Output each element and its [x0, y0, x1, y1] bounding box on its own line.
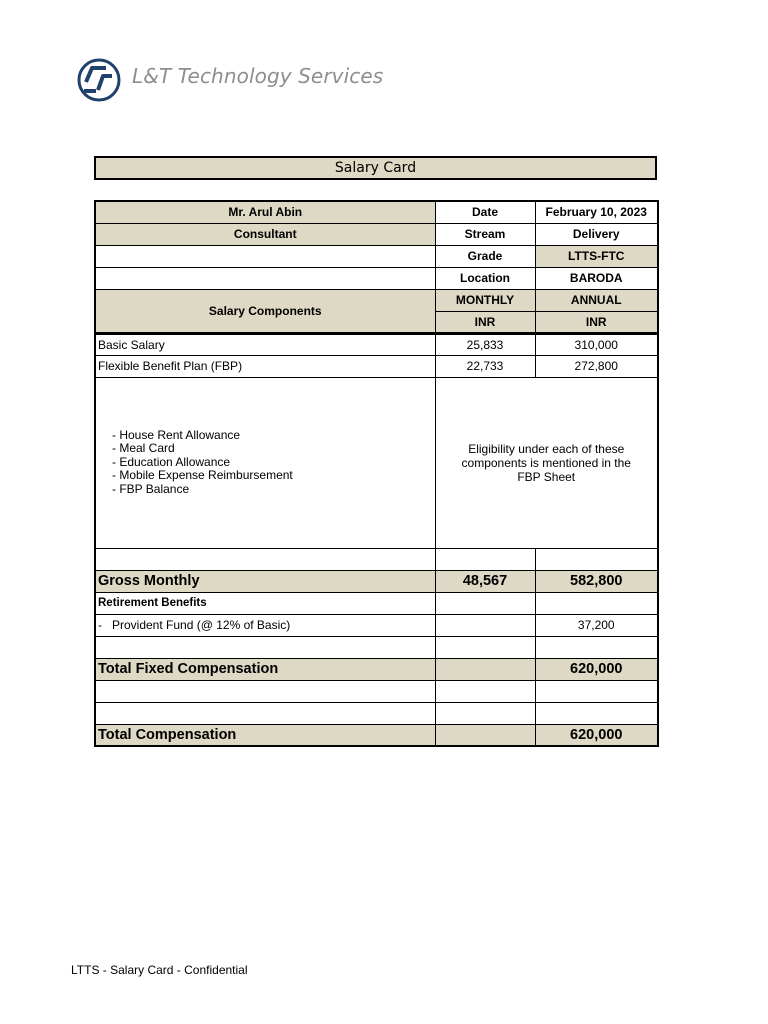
gross-monthly-value: 48,567	[435, 570, 535, 592]
employee-name: Mr. Arul Abin	[95, 201, 435, 223]
date-label: Date	[435, 201, 535, 223]
total-compensation-annual: 620,000	[535, 724, 658, 746]
basic-salary-monthly: 25,833	[435, 333, 535, 355]
empty-cell	[535, 680, 658, 702]
fbp-monthly: 22,733	[435, 355, 535, 377]
fbp-item: - Education Allowance	[112, 454, 231, 469]
provident-fund-annual: 37,200	[535, 614, 658, 636]
empty-cell	[435, 548, 535, 570]
annual-header: ANNUAL	[535, 289, 658, 311]
gross-monthly-label: Gross Monthly	[95, 570, 435, 592]
monthly-header: MONTHLY	[435, 289, 535, 311]
fbp-item: - Meal Card	[112, 441, 175, 456]
retirement-benefits-label: Retirement Benefits	[95, 592, 435, 614]
salary-components-header: Salary Components	[95, 289, 435, 333]
grade-label: Grade	[435, 245, 535, 267]
empty-cell	[95, 636, 435, 658]
stream-label: Stream	[435, 223, 535, 245]
empty-cell	[95, 702, 435, 724]
fbp-item: - House Rent Allowance	[112, 427, 241, 442]
empty-cell	[435, 724, 535, 746]
total-compensation-label: Total Compensation	[95, 724, 435, 746]
total-fixed-label: Total Fixed Compensation	[95, 658, 435, 680]
inr-annual-header: INR	[535, 311, 658, 333]
location-label: Location	[435, 267, 535, 289]
empty-cell	[535, 636, 658, 658]
fbp-label: Flexible Benefit Plan (FBP)	[95, 355, 435, 377]
location-value: BARODA	[535, 267, 658, 289]
grade-value: LTTS-FTC	[535, 245, 658, 267]
empty-cell	[535, 548, 658, 570]
fbp-item: - FBP Balance	[112, 481, 190, 496]
empty-cell	[435, 636, 535, 658]
empty-cell	[435, 702, 535, 724]
total-fixed-annual: 620,000	[535, 658, 658, 680]
fbp-item: - Mobile Expense Reimbursement	[112, 468, 293, 483]
date-value: February 10, 2023	[535, 201, 658, 223]
fbp-components-list	[95, 377, 435, 548]
gross-annual-value: 582,800	[535, 570, 658, 592]
empty-cell	[95, 245, 435, 267]
empty-cell	[535, 592, 658, 614]
fbp-annual: 272,800	[535, 355, 658, 377]
fbp-eligibility-note: Eligibility under each of these components is mentioned in the FBP Sheet	[435, 377, 658, 548]
inr-monthly-header: INR	[435, 311, 535, 333]
footer-confidential: LTTS - Salary Card - Confidential	[71, 963, 248, 977]
page-title: Salary Card	[94, 156, 657, 180]
empty-cell	[95, 267, 435, 289]
basic-salary-annual: 310,000	[535, 333, 658, 355]
basic-salary-label: Basic Salary	[95, 333, 435, 355]
company-name: L&T Technology Services	[132, 64, 384, 88]
empty-cell	[95, 680, 435, 702]
provident-fund-label: - Provident Fund (@ 12% of Basic)	[95, 614, 435, 636]
salary-table	[94, 200, 659, 747]
empty-cell	[435, 614, 535, 636]
empty-cell	[435, 592, 535, 614]
designation: Consultant	[95, 223, 435, 245]
empty-cell	[95, 548, 435, 570]
empty-cell	[435, 680, 535, 702]
empty-cell	[435, 658, 535, 680]
stream-value: Delivery	[535, 223, 658, 245]
empty-cell	[535, 702, 658, 724]
